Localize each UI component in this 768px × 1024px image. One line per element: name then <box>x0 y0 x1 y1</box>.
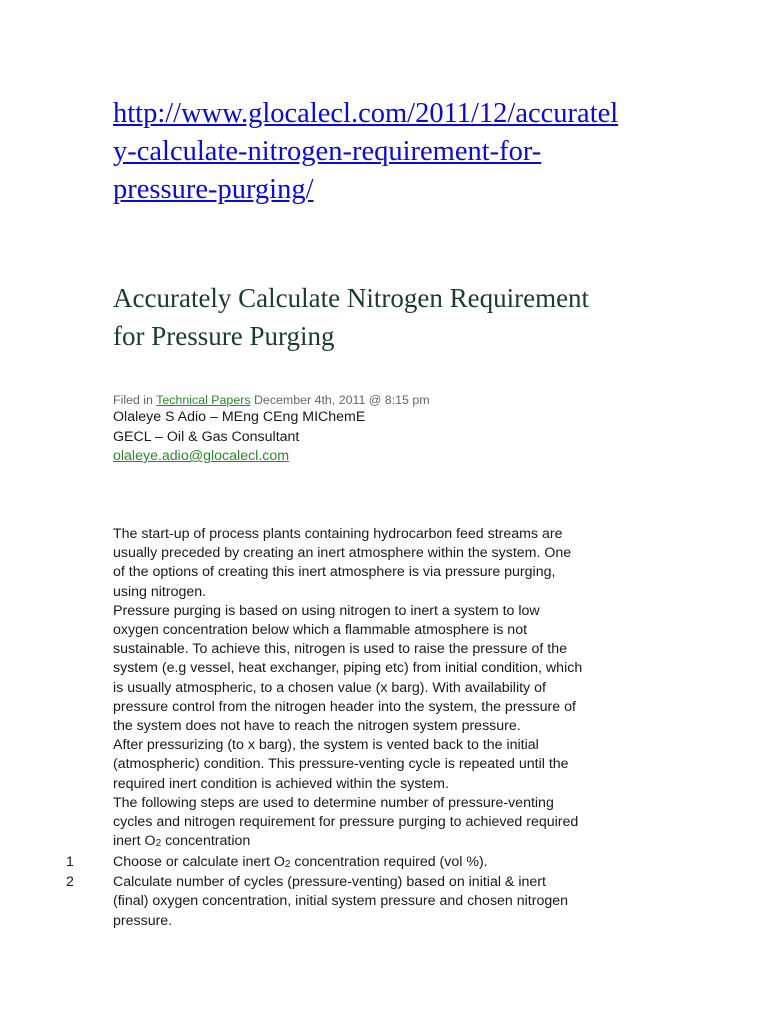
step-text <box>113 873 658 931</box>
step-number: 1 <box>66 854 74 870</box>
steps-list <box>0 853 768 931</box>
body-line: The following steps are used to determine number of pressure-venting <box>113 794 554 811</box>
article-title <box>113 279 673 355</box>
author-company: GECL – Oil & Gas Consultant <box>113 428 300 445</box>
step-line: (final) oxygen concentration, initial system pressure and chosen nitrogen <box>113 893 569 910</box>
article-body <box>113 525 658 852</box>
author-email-link[interactable]: olaleye.adio@glocalecl.com <box>113 448 290 464</box>
body-line: After pressurizing (to x barg), the system is vented back to the initial <box>113 737 539 754</box>
filed-in-label: Filed in <box>113 393 153 407</box>
step-text <box>113 853 658 873</box>
title-line: Accurately Calculate Nitrogen Requirement <box>113 283 590 313</box>
body-line: the system does not have to reach the nitrogen system pressure. <box>113 718 521 735</box>
body-line: of the options of creating this inert atmosphere is via pressure purging, <box>113 564 556 581</box>
author-block <box>113 408 365 467</box>
subscript-2: 2 <box>284 859 291 870</box>
body-line: system (e.g vessel, heat exchanger, piping etc) from initial condition, which <box>113 660 583 677</box>
body-line: required inert condition is achieved within the system. <box>113 775 449 792</box>
post-meta <box>113 392 430 408</box>
author-name: Olaleye S Adio – MEng CEng MIChemE <box>113 409 366 425</box>
body-line: cycles and nitrogen requirement for pressure purging to achieved required <box>113 814 579 831</box>
body-line: is usually atmospheric, to a chosen value (x barg). With availability of <box>113 679 546 696</box>
title-line: for Pressure Purging <box>113 321 335 351</box>
step-suffix: concentration required (vol %). <box>290 854 488 870</box>
body-line: sustainable. To achieve this, nitrogen is used to raise the pressure of the <box>113 641 568 658</box>
step-line: pressure. <box>113 912 173 929</box>
body-line-prefix: inert O <box>113 833 156 850</box>
url-line[interactable]: y-calculate-nitrogen-requirement-for- <box>113 136 542 167</box>
subscript-2: 2 <box>155 838 162 850</box>
step-prefix: Choose or calculate inert O <box>113 854 285 870</box>
post-date: December 4th, 2011 @ 8:15 pm <box>253 393 430 407</box>
step-item <box>0 873 768 931</box>
step-line: Calculate number of cycles (pressure-venting) based on initial & inert <box>113 874 546 891</box>
body-line: (atmospheric) condition. This pressure-venting cycle is repeated until the <box>113 756 569 773</box>
url-line[interactable]: pressure-purging/ <box>113 174 314 205</box>
body-line: Pressure purging is based on using nitrogen to inert a system to low <box>113 602 540 619</box>
body-line: The start-up of process plants containing hydrocarbon feed streams are <box>113 526 563 542</box>
body-line-suffix: concentration <box>161 833 251 850</box>
body-line: using nitrogen. <box>113 583 207 600</box>
step-line <box>113 853 658 873</box>
body-line: pressure control from the nitrogen header into the system, the pressure of <box>113 698 576 715</box>
step-number: 2 <box>66 874 74 891</box>
body-line-o2 <box>113 832 658 852</box>
url-line[interactable]: http://www.glocalecl.com/2011/12/accuratel <box>113 98 619 129</box>
article-url-link[interactable] <box>113 95 673 209</box>
body-line: usually preceded by creating an inert atmosphere within the system. One <box>113 545 572 562</box>
category-link[interactable]: Technical Papers <box>156 393 251 407</box>
step-item <box>0 853 768 873</box>
body-line: oxygen concentration below which a flammable atmosphere is not <box>113 622 528 639</box>
